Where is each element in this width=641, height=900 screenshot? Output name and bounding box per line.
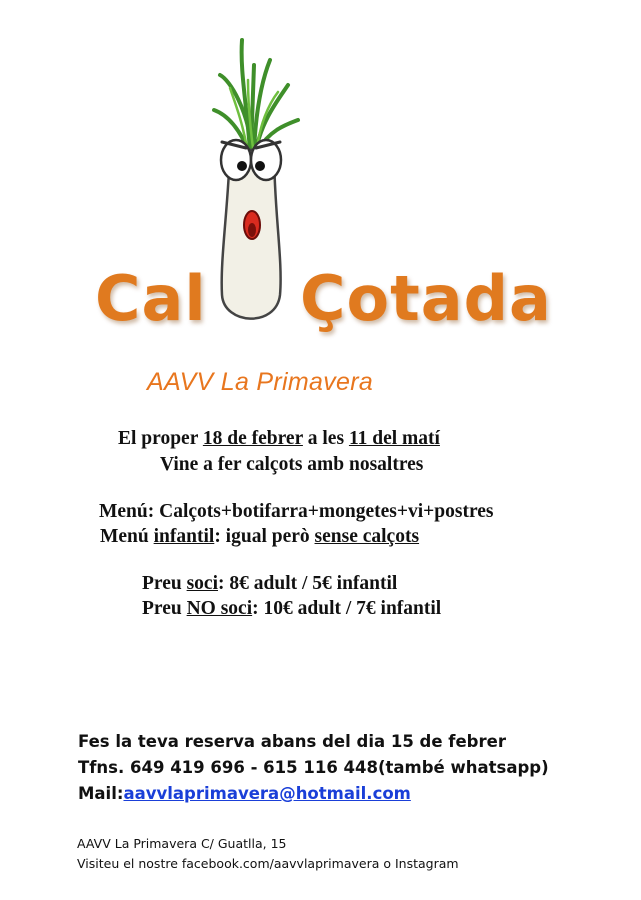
booking-deadline: Fes la teva reserva abans del dia 15 de febrer <box>78 732 506 751</box>
logo-word-cal: Cal <box>95 262 207 335</box>
price-nonmember-label: NO soci <box>186 598 253 619</box>
association-title: AAVV La Primavera <box>147 368 374 396</box>
logo <box>0 0 641 350</box>
price-member-pre: Preu <box>142 573 187 594</box>
mail-link[interactable]: aavvlaprimavera@hotmail.com <box>123 784 411 803</box>
event-mid-text: a les <box>302 428 349 449</box>
event-pre-text: El proper <box>118 428 203 449</box>
mail-label: Mail: <box>78 784 124 803</box>
booking-mail-line <box>78 784 411 803</box>
kids-menu-mid: : igual però <box>214 526 315 547</box>
booking-phones: Tfns. 649 419 696 - 615 116 448(també whatsapp) <box>78 758 549 777</box>
menu-line: Menú: Calçots+botifarra+mongetes+vi+postres <box>99 501 494 522</box>
price-nonmember-values: : 10€ adult / 7€ infantil <box>252 598 442 619</box>
price-member-label: soci <box>186 573 219 594</box>
kids-menu-line <box>100 526 419 548</box>
event-date: 18 de febrer <box>202 428 303 449</box>
kids-menu-without: sense calçots <box>314 526 420 547</box>
event-date-line <box>118 428 440 450</box>
kids-menu-pre: Menú <box>100 526 154 547</box>
calcot-mascot-icon <box>190 30 310 340</box>
footer-address: AAVV La Primavera C/ Guatlla, 15 <box>77 836 287 851</box>
footer-social: Visiteu el nostre facebook.com/aavvlaprimavera o Instagram <box>77 856 459 871</box>
event-invite-line: Vine a fer calçots amb nosaltres <box>160 454 424 475</box>
price-member-line <box>142 573 397 595</box>
event-time: 11 del matí <box>348 428 440 449</box>
price-member-values: : 8€ adult / 5€ infantil <box>218 573 398 594</box>
price-nonmember-pre: Preu <box>142 598 187 619</box>
kids-menu-label: infantil <box>153 526 215 547</box>
price-nonmember-line <box>142 598 441 620</box>
logo-word-cotada: Çotada <box>300 262 552 335</box>
